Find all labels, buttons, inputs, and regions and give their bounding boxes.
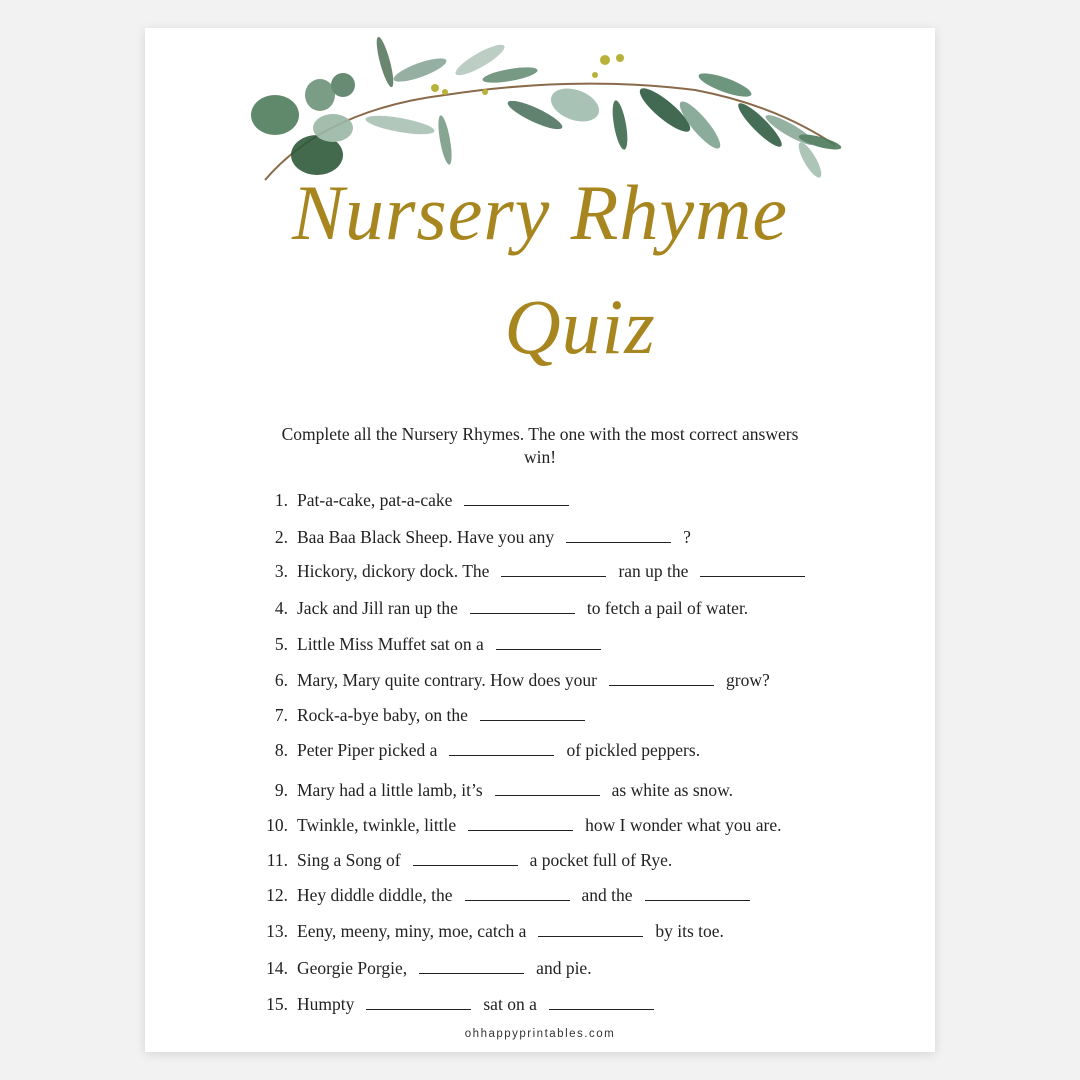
question-text: Pat-a-cake, pat-a-cake — [297, 490, 453, 510]
question-item — [250, 921, 870, 942]
answer-blank[interactable] — [480, 706, 585, 721]
question-number: 11. — [266, 850, 288, 870]
answer-blank[interactable] — [538, 922, 643, 937]
question-number: 13. — [266, 921, 288, 941]
question-item — [250, 634, 870, 655]
question-item — [250, 705, 870, 726]
question-item — [250, 850, 870, 871]
question-text: of pickled peppers. — [566, 740, 701, 760]
answer-blank[interactable] — [496, 635, 601, 650]
answer-blank[interactable] — [465, 886, 570, 901]
question-number: 5. — [274, 634, 288, 654]
question-text: a pocket full of Rye. — [529, 850, 673, 870]
question-item — [250, 958, 870, 979]
question-text: Mary, Mary quite contrary. How does your — [297, 670, 598, 690]
question-text: grow? — [726, 670, 770, 690]
question-text: Twinkle, twinkle, little — [297, 815, 457, 835]
question-item — [250, 885, 870, 906]
question-number: 3. — [274, 561, 288, 581]
instructions: Complete all the Nursery Rhymes. The one with the most correct answers win! — [281, 424, 799, 467]
question-item — [250, 561, 870, 582]
question-text: Baa Baa Black Sheep. Have you any — [297, 527, 555, 547]
answer-blank[interactable] — [700, 562, 805, 577]
question-item — [250, 815, 870, 836]
title-line-1: Nursery Rhyme — [291, 169, 789, 256]
question-text: ran up the — [618, 561, 689, 581]
answer-blank[interactable] — [645, 886, 750, 901]
answer-blank[interactable] — [449, 741, 554, 756]
question-text: Hey diddle diddle, the — [297, 885, 453, 905]
question-number: 6. — [274, 670, 288, 690]
question-number: 9. — [274, 780, 288, 800]
question-text: Peter Piper picked a — [297, 740, 438, 760]
answer-blank[interactable] — [464, 491, 569, 506]
eucalyptus-garland-illustration — [245, 30, 845, 190]
answer-blank[interactable] — [419, 959, 524, 974]
question-text: Jack and Jill ran up the — [297, 598, 458, 618]
footer-website: ohhappyprintables.com — [464, 1028, 616, 1040]
answer-blank[interactable] — [366, 995, 471, 1010]
question-text: as white as snow. — [611, 780, 734, 800]
question-text: by its toe. — [655, 921, 724, 941]
question-text: Humpty — [297, 994, 355, 1014]
answer-blank[interactable] — [501, 562, 606, 577]
question-text: Georgie Porgie, — [297, 958, 408, 978]
question-text: how I wonder what you are. — [585, 815, 782, 835]
question-item — [250, 740, 870, 761]
question-number: 7. — [274, 705, 288, 725]
question-text: ? — [683, 527, 691, 547]
question-text: sat on a — [483, 994, 537, 1014]
question-item — [250, 994, 870, 1015]
question-text: Rock-a-bye baby, on the — [297, 705, 468, 725]
question-text: Mary had a little lamb, it’s — [297, 780, 483, 800]
question-text: to fetch a pail of water. — [586, 598, 749, 618]
question-number: 8. — [274, 740, 288, 760]
question-text: and pie. — [536, 958, 592, 978]
question-text: Eeny, meeny, miny, moe, catch a — [297, 921, 527, 941]
question-item — [250, 670, 870, 691]
question-number: 12. — [266, 885, 288, 905]
answer-blank[interactable] — [549, 995, 654, 1010]
answer-blank[interactable] — [413, 851, 518, 866]
question-number: 2. — [274, 527, 288, 547]
question-text: Little Miss Muffet sat on a — [297, 634, 484, 654]
answer-blank[interactable] — [468, 816, 573, 831]
question-number: 1. — [274, 490, 288, 510]
question-item — [250, 780, 870, 801]
answer-blank[interactable] — [609, 671, 714, 686]
answer-blank[interactable] — [495, 781, 600, 796]
title-line-2: Quiz — [504, 283, 656, 370]
answer-blank[interactable] — [566, 528, 671, 543]
question-item — [250, 598, 870, 619]
question-number: 14. — [266, 958, 288, 978]
question-number: 4. — [274, 598, 288, 618]
question-number: 10. — [266, 815, 288, 835]
question-item — [250, 527, 870, 548]
question-item — [250, 490, 870, 511]
answer-blank[interactable] — [470, 599, 575, 614]
question-text: Hickory, dickory dock. The — [297, 561, 490, 581]
question-text: and the — [581, 885, 633, 905]
question-text: Sing a Song of — [297, 850, 401, 870]
question-number: 15. — [266, 994, 288, 1014]
